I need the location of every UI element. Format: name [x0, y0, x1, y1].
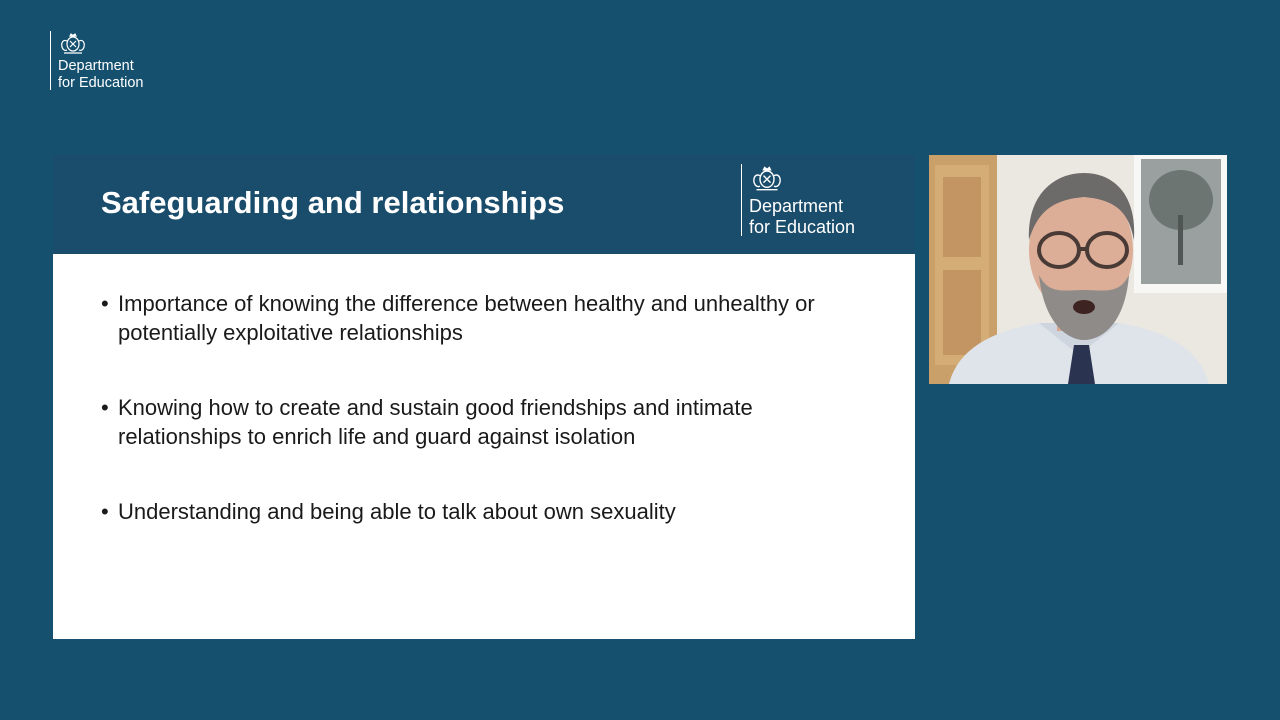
bullet-marker: •: [101, 395, 109, 420]
slide-logo-text-line1: Department: [749, 196, 844, 216]
slide-header: [53, 155, 915, 254]
logo-text-line1: Department: [58, 58, 134, 74]
bullet-item: [101, 498, 881, 527]
presenter-webcam: [929, 155, 1227, 384]
presentation-slide: [53, 155, 915, 639]
slide-title: Safeguarding and relationships: [101, 185, 565, 220]
bullet-list: [101, 290, 881, 574]
bullet-marker: •: [101, 291, 109, 316]
slide-logo-text-line2: for Education: [749, 217, 856, 237]
royal-crest-icon: [58, 31, 88, 55]
bullet-text: Knowing how to create and sustain good friendships and intimate relationships to enrich life and guard against isolation: [118, 395, 753, 449]
presenter-image: [929, 155, 1227, 384]
logo-text-line2: for Education: [58, 75, 144, 91]
dfe-logo: [50, 31, 143, 90]
bullet-item: [101, 290, 881, 347]
bullet-item: [101, 394, 881, 451]
royal-crest-icon: [749, 164, 785, 192]
bullet-text: Importance of knowing the difference between healthy and unhealthy or potentially exploitative relationships: [118, 291, 815, 345]
bullet-text: Understanding and being able to talk about own sexuality: [118, 499, 676, 524]
slide-dfe-logo: [741, 164, 855, 236]
bullet-marker: •: [101, 499, 109, 524]
